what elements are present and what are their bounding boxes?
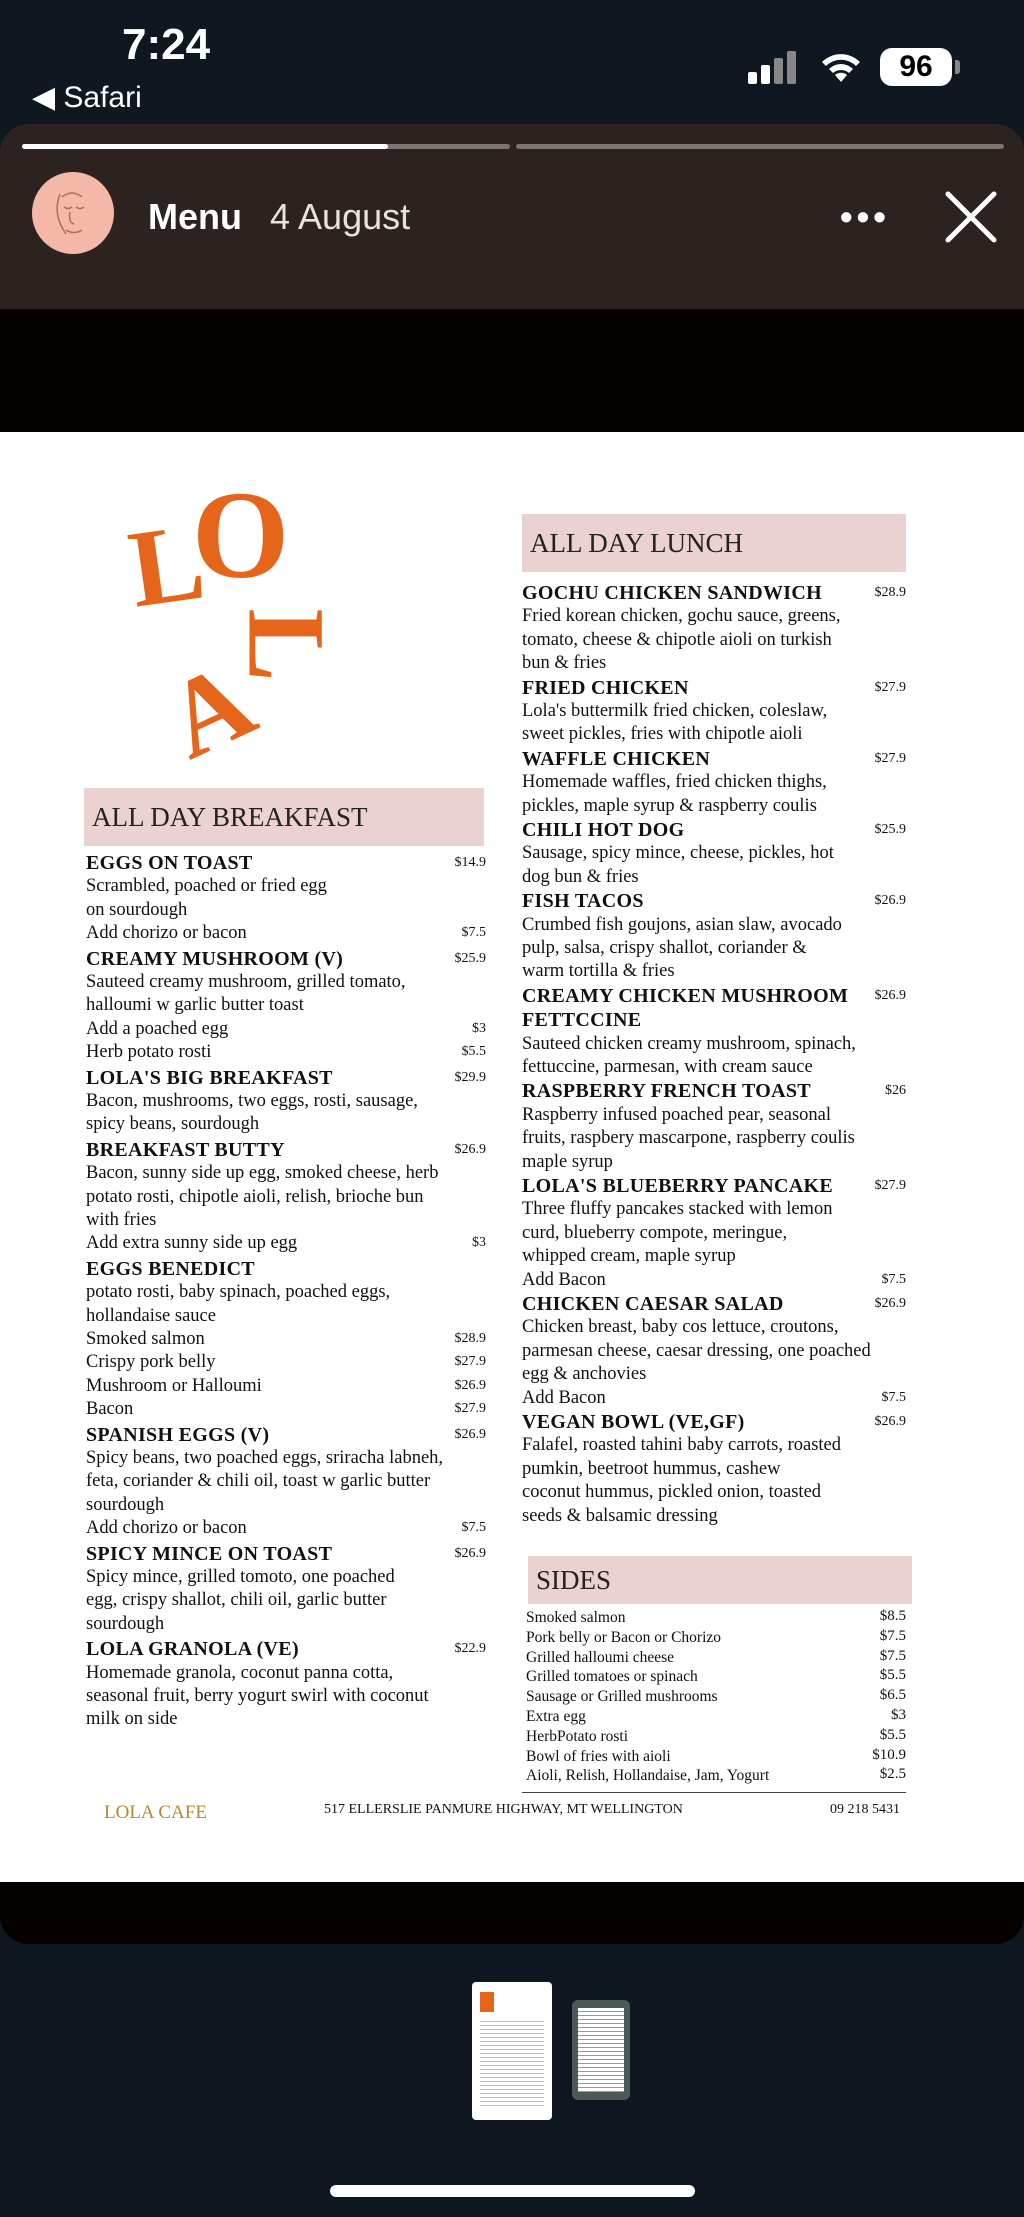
side-price: $5.5 xyxy=(879,1726,906,1743)
logo-letter-a: A xyxy=(147,637,272,783)
lola-logo xyxy=(121,467,360,783)
menu-item-text: seeds & balsamic dressing xyxy=(522,1505,718,1526)
menu-item-text: with fries xyxy=(86,1210,157,1230)
logo-letter-l2: L xyxy=(225,608,348,682)
footer-phone: 09 218 5431 xyxy=(830,1802,900,1817)
menu-item-text: egg, crispy shallot, chili oil, garlic butter xyxy=(86,1590,387,1611)
story-thumbnail-2[interactable] xyxy=(572,2000,630,2100)
footer-address: 517 ELLERSLIE PANMURE HIGHWAY, MT WELLINGTON xyxy=(324,1802,683,1817)
wifi-icon xyxy=(818,46,864,86)
side-item: Pork belly or Bacon or Chorizo xyxy=(526,1628,722,1646)
menu-item-price: $28.9 xyxy=(874,585,906,600)
menu-item-price: $26.9 xyxy=(454,1141,486,1157)
side-price: $3 xyxy=(891,1707,906,1723)
side-price: $6.5 xyxy=(879,1687,906,1704)
menu-item-price: $29.9 xyxy=(454,1069,486,1085)
menu-item-price: $25.9 xyxy=(874,822,906,837)
menu-image xyxy=(0,432,1024,1882)
story-title: Menu xyxy=(148,196,242,237)
menu-item-text: sourdough xyxy=(86,1494,165,1515)
menu-item-price: $3 xyxy=(472,1020,486,1036)
story-header xyxy=(0,124,1024,309)
menu-item-price: $5.5 xyxy=(461,1044,486,1060)
menu-item-title: VEGAN BOWL (VE,GF) xyxy=(522,1411,745,1433)
footer-cafe-name: LOLA CAFE xyxy=(104,1802,207,1823)
menu-item-title: EGGS ON TOAST xyxy=(86,852,253,874)
section-header-lunch: ALL DAY LUNCH xyxy=(522,514,906,572)
story-viewer xyxy=(0,124,1024,1944)
menu-item-text: Bacon xyxy=(86,1399,134,1420)
menu-item-text: pumkin, beetroot hummus, cashew xyxy=(522,1458,781,1479)
menu-item-text: Add extra sunny side up egg xyxy=(86,1233,298,1254)
menu-item-text: hollandaise sauce xyxy=(86,1305,216,1326)
side-item: Grilled tomatoes or spinach xyxy=(526,1668,698,1686)
menu-item-price: $7.5 xyxy=(461,925,486,941)
menu-item-text: Sauteed creamy mushroom, grilled tomato, xyxy=(86,972,406,992)
menu-item-text: curd, blueberry compote, meringue, xyxy=(522,1222,788,1243)
menu-item-title: CHICKEN CAESAR SALAD xyxy=(522,1293,784,1315)
menu-item-text: Crispy pork belly xyxy=(86,1352,216,1373)
menu-item-title: CREAMY MUSHROOM (V) xyxy=(86,947,344,970)
menu-item-text: Bacon, mushrooms, two eggs, rosti, sausage, xyxy=(86,1091,418,1111)
side-item: Extra egg xyxy=(526,1708,586,1725)
menu-item-price: $26.9 xyxy=(454,1426,486,1442)
close-icon[interactable] xyxy=(940,186,1002,248)
menu-item-price: $7.5 xyxy=(881,1389,906,1405)
menu-item-text: Homemade waffles, fried chicken thighs, xyxy=(522,772,827,793)
menu-item-price: $26.9 xyxy=(454,1377,486,1393)
menu-item-text: fruits, raspbery mascarpone, raspberry coulis xyxy=(522,1128,855,1149)
side-item: HerbPotato rosti xyxy=(526,1727,629,1745)
menu-item-text: bun & fries xyxy=(522,653,607,674)
menu-item-title: LOLA'S BLUEBERRY PANCAKE xyxy=(522,1175,833,1197)
menu-item-price: $27.9 xyxy=(874,1178,906,1193)
menu-item-price: $27.9 xyxy=(454,1401,486,1417)
menu-item-title: FRIED CHICKEN xyxy=(522,676,689,699)
menu-item-title: EGGS BENEDICT xyxy=(86,1257,255,1280)
menu-item-price: $26 xyxy=(885,1083,906,1099)
menu-item-text: Lola's buttermilk fried chicken, coleslaw, xyxy=(522,701,828,721)
menu-item-price: $28.9 xyxy=(454,1331,486,1346)
menu-item-text: Raspberry infused poached pear, seasonal xyxy=(522,1104,832,1125)
side-item: Bowl of fries with aioli xyxy=(526,1747,671,1765)
menu-item-text: Add Bacon xyxy=(522,1387,606,1408)
menu-item-title: BREAKFAST BUTTY xyxy=(86,1138,285,1161)
avatar[interactable] xyxy=(32,172,114,254)
menu-item-text: warm tortilla & fries xyxy=(522,961,675,982)
footer-divider xyxy=(522,1792,906,1793)
menu-item-text: maple syrup xyxy=(522,1151,613,1172)
story-progress-segment-1 xyxy=(22,144,510,149)
menu-item-price: $7.5 xyxy=(461,1520,486,1536)
menu-item-text: tomato, cheese & chipotle aioli on turkish xyxy=(522,629,832,650)
menu-item-title: WAFFLE CHICKEN xyxy=(522,747,711,770)
battery-tip-icon xyxy=(955,60,960,74)
logo-letter-l1: L xyxy=(121,499,212,631)
menu-item-title: LOLA GRANOLA (VE) xyxy=(86,1638,299,1661)
menu-item-text: Scrambled, poached or fried egg xyxy=(86,876,327,897)
menu-item-text: sweet pickles, fries with chipotle aioli xyxy=(522,724,803,745)
menu-item-price: $14.9 xyxy=(454,855,486,870)
side-price: $7.5 xyxy=(879,1647,906,1664)
menu-item-text: Bacon, sunny side up egg, smoked cheese, herb xyxy=(86,1163,439,1184)
menu-item-text: Homemade granola, coconut panna cotta, xyxy=(86,1662,394,1683)
menu-item-price: $26.9 xyxy=(874,1296,906,1311)
menu-item-text: Add chorizo or bacon xyxy=(86,923,247,944)
menu-item-text: Sauteed chicken creamy mushroom, spinach, xyxy=(522,1033,856,1054)
menu-item-text: spicy beans, sourdough xyxy=(86,1114,260,1135)
story-thumbnail-1[interactable] xyxy=(472,1982,552,2120)
menu-item-price: $27.9 xyxy=(454,1354,486,1370)
menu-item-price: $27.9 xyxy=(874,679,906,695)
menu-item-title: LOLA'S BIG BREAKFAST xyxy=(86,1066,333,1089)
menu-item-price: $27.9 xyxy=(874,750,906,766)
menu-item-text: Add Bacon xyxy=(522,1269,606,1290)
back-to-safari-link[interactable]: ◀ Safari xyxy=(32,81,142,114)
menu-item-text: whipped cream, maple syrup xyxy=(522,1246,736,1267)
menu-item-price: $26.9 xyxy=(874,1414,906,1429)
menu-item-price: $3 xyxy=(472,1235,486,1251)
home-indicator[interactable] xyxy=(330,2185,695,2197)
side-price: $2.5 xyxy=(879,1766,906,1783)
menu-item-title: FETTCCINE xyxy=(522,1009,642,1032)
menu-item-text: pulp, salsa, crispy shallot, coriander & xyxy=(522,938,807,958)
menu-item-price: $26.9 xyxy=(454,1545,486,1561)
side-item: Aioli, Relish, Hollandaise, Jam, Yogurt xyxy=(526,1767,770,1785)
menu-item-title: RASPBERRY FRENCH TOAST xyxy=(522,1080,811,1103)
status-bar xyxy=(0,0,1024,130)
side-price: $8.5 xyxy=(879,1608,906,1624)
menu-item-title: SPANISH EGGS (V) xyxy=(86,1423,270,1446)
side-item: Grilled halloumi cheese xyxy=(526,1648,675,1666)
menu-item-text: Chicken breast, baby cos lettuce, croutons, xyxy=(522,1317,839,1338)
menu-item-text: fettuccine, parmesan, with cream sauce xyxy=(522,1057,813,1077)
menu-item-price: $26.9 xyxy=(874,987,906,1003)
menu-item-text: Three fluffy pancakes stacked with lemon xyxy=(522,1199,833,1220)
menu-item-text: Crumbed fish goujons, asian slaw, avocado xyxy=(522,914,842,935)
menu-item-title: FISH TACOS xyxy=(522,890,644,913)
menu-item-text: parmesan cheese, caesar dressing, one poached xyxy=(522,1340,871,1361)
menu-item-text: Spicy beans, two poached eggs, sriracha labneh, xyxy=(86,1448,444,1468)
menu-item-price: $7.5 xyxy=(881,1271,906,1287)
menu-item-text: egg & anchovies xyxy=(522,1364,647,1385)
menu-item-text: Sausage, spicy mince, cheese, pickles, hot xyxy=(522,843,834,864)
menu-item-text: sourdough xyxy=(86,1613,165,1634)
menu-item-text: potato rosti, baby spinach, poached eggs, xyxy=(86,1282,391,1303)
menu-item-title: GOCHU CHICKEN SANDWICH xyxy=(522,582,822,604)
menu-item-text: milk on side xyxy=(86,1709,178,1730)
menu-item-text: seasonal fruit, berry yogurt swirl with coconut xyxy=(86,1686,429,1706)
menu-item-text: Fried korean chicken, gochu sauce, greens, xyxy=(522,606,841,627)
menu-item-price: $26.9 xyxy=(874,893,906,909)
menu-item-title: SPICY MINCE ON TOAST xyxy=(86,1542,333,1565)
section-header-breakfast: ALL DAY BREAKFAST xyxy=(84,788,484,846)
section-header-sides: SIDES xyxy=(528,1556,912,1604)
menu-item-text: Smoked salmon xyxy=(86,1329,205,1349)
menu-item-text: Add a poached egg xyxy=(86,1018,229,1039)
side-item: Sausage or Grilled mushrooms xyxy=(526,1688,718,1706)
menu-item-text: Herb potato rosti xyxy=(86,1042,212,1063)
menu-item-text: Mushroom or Halloumi xyxy=(86,1375,262,1396)
menu-item-text: coconut hummus, pickled onion, toasted xyxy=(522,1482,822,1503)
menu-item-text: on sourdough xyxy=(86,899,188,920)
menu-item-text: Spicy mince, grilled tomoto, one poached xyxy=(86,1567,395,1587)
side-item: Smoked salmon xyxy=(526,1609,626,1626)
more-options-button[interactable]: ••• xyxy=(840,196,890,237)
clock: 7:24 xyxy=(122,20,211,69)
cellular-signal-icon xyxy=(748,50,796,84)
menu-item-text: Falafel, roasted tahini baby carrots, roasted xyxy=(522,1435,842,1456)
menu-item-text: Add chorizo or bacon xyxy=(86,1518,247,1539)
menu-item-text: feta, coriander & chili oil, toast w garlic butter xyxy=(86,1471,431,1492)
side-price: $7.5 xyxy=(879,1627,906,1644)
menu-item-text: pickles, maple syrup & raspberry coulis xyxy=(522,795,817,816)
menu-item-text: dog bun & fries xyxy=(522,866,639,887)
side-price: $10.9 xyxy=(872,1746,906,1763)
menu-item-text: halloumi w garlic butter toast xyxy=(86,995,304,1016)
menu-item-title: CHILI HOT DOG xyxy=(522,819,685,841)
menu-item-text: potato rosti, chipotle aioli, relish, brioche bun xyxy=(86,1186,424,1207)
battery-indicator: 96 xyxy=(880,48,952,86)
menu-item-title: CREAMY CHICKEN MUSHROOM xyxy=(522,984,849,1007)
story-progress-segment-2 xyxy=(516,144,1004,149)
face-sketch-icon xyxy=(32,172,114,254)
menu-item-price: $22.9 xyxy=(454,1641,486,1657)
logo-letter-o: O xyxy=(192,467,290,605)
menu-item-price: $25.9 xyxy=(454,950,486,966)
story-date: 4 August xyxy=(270,196,411,237)
side-price: $5.5 xyxy=(879,1667,906,1684)
